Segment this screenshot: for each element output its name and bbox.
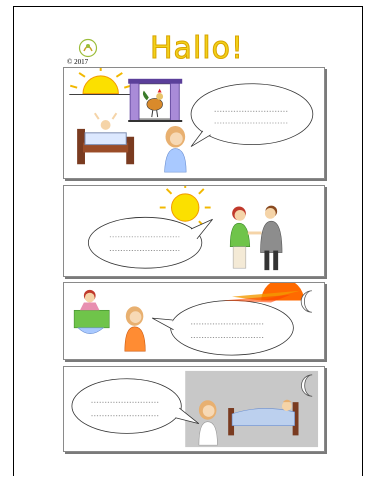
mother-icon [74, 290, 109, 334]
man-icon [261, 206, 283, 271]
sunset-icon [222, 283, 304, 302]
logo-icon [78, 38, 98, 58]
comic-panel-night [63, 366, 325, 452]
comic-panel-day [63, 185, 325, 277]
page-title: Hallo! [150, 31, 244, 66]
comic-panel-morning [63, 67, 325, 179]
sunrise-icon [69, 68, 134, 95]
speech-bubble-icon [72, 379, 199, 434]
copyright-text: © 2017 [67, 58, 89, 66]
comic-panel-evening [63, 282, 325, 360]
speech-bubble-icon [152, 301, 293, 356]
bed-icon [77, 113, 134, 164]
girl-icon [165, 126, 187, 172]
woman-icon [230, 207, 250, 269]
speech-bubble-icon [191, 84, 313, 147]
girl-icon [125, 306, 145, 351]
speech-bubble-icon [88, 217, 212, 268]
